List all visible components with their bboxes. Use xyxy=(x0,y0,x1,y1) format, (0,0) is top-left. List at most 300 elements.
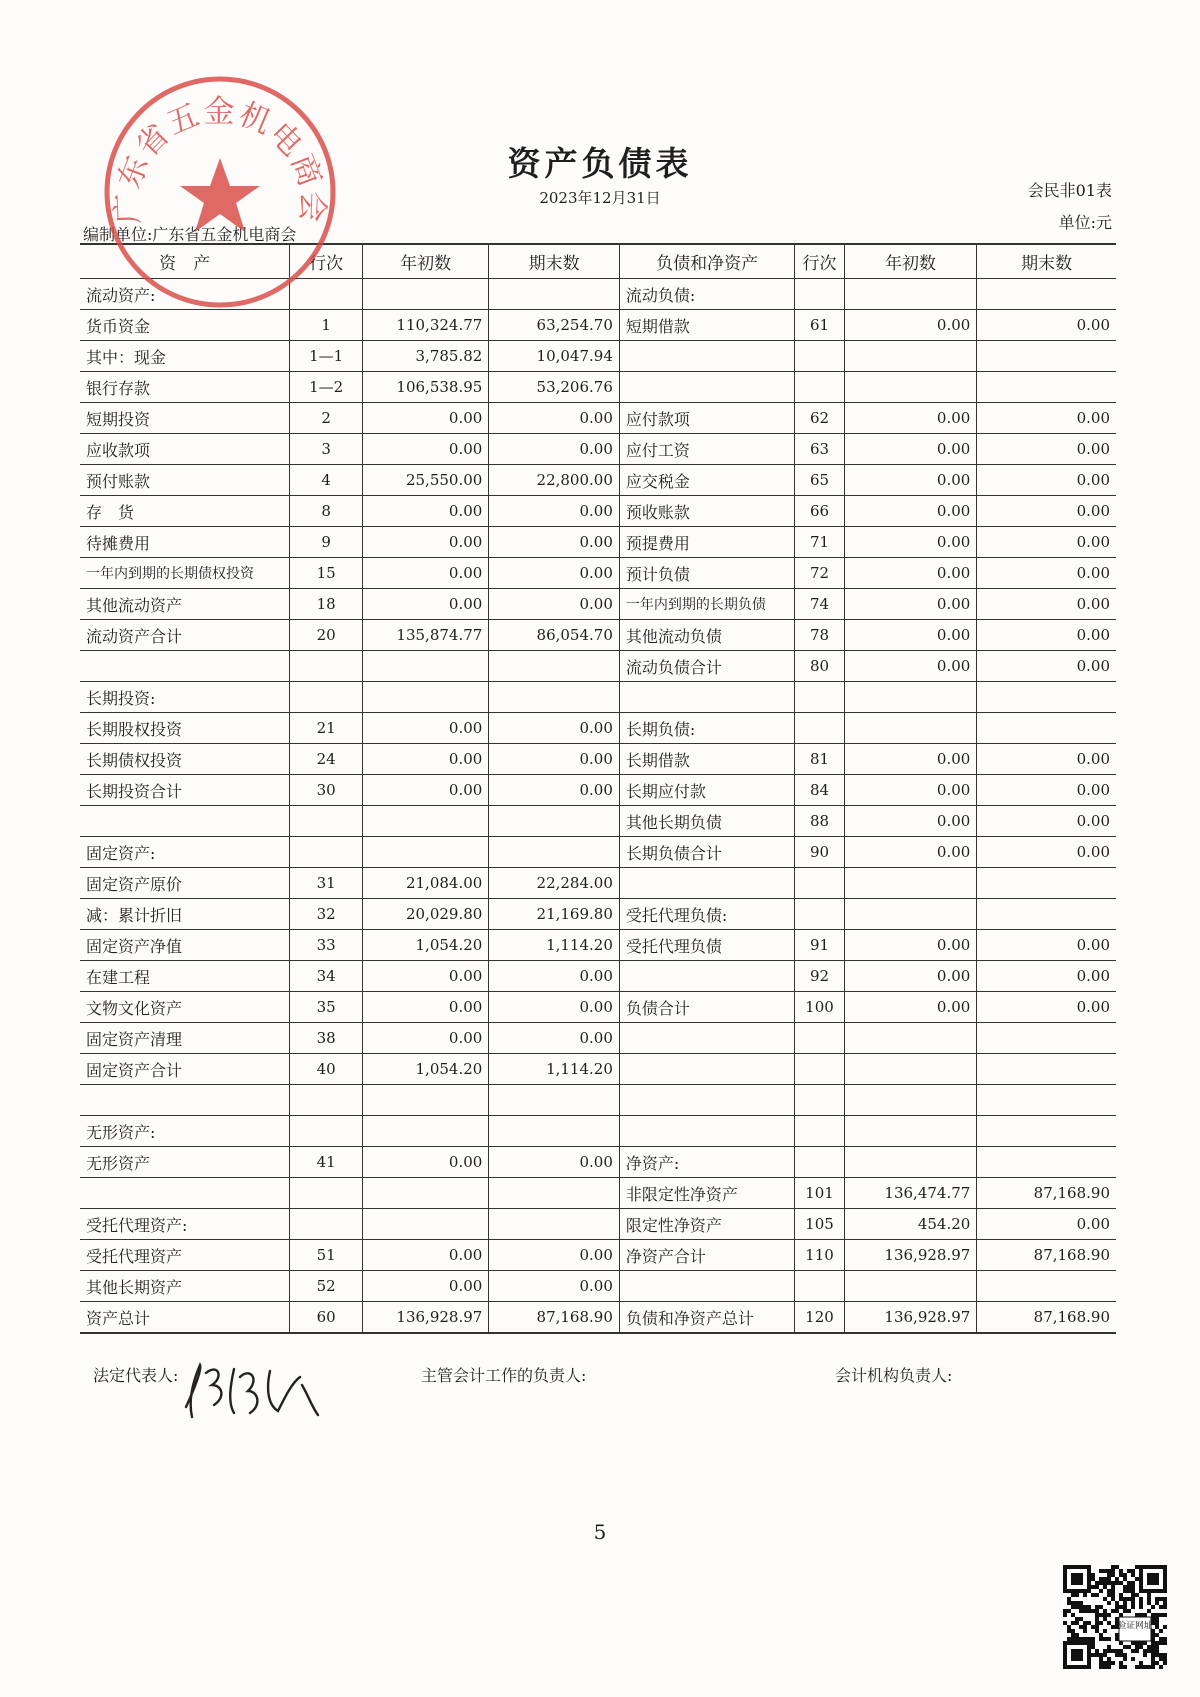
asset-line: 1—2 xyxy=(290,372,363,403)
table-body xyxy=(80,279,1116,1334)
asset-name: 无形资产: xyxy=(80,1116,290,1147)
asset-line xyxy=(290,1085,363,1116)
page-number: 5 xyxy=(593,1520,607,1544)
asset-begin: 0.00 xyxy=(363,775,489,806)
liability-line: 80 xyxy=(795,651,844,682)
col-header-begin: 年初数 xyxy=(363,244,489,279)
liability-end: 0.00 xyxy=(977,806,1116,837)
liability-begin: 0.00 xyxy=(844,434,977,465)
liability-end xyxy=(977,899,1116,930)
liability-end: 0.00 xyxy=(977,527,1116,558)
asset-line: 9 xyxy=(290,527,363,558)
liability-begin xyxy=(844,279,977,310)
liability-name: 短期借款 xyxy=(619,310,795,341)
liability-name xyxy=(619,372,795,403)
liability-line xyxy=(795,899,844,930)
asset-line: 40 xyxy=(290,1054,363,1085)
asset-end xyxy=(489,1116,620,1147)
asset-line: 1 xyxy=(290,310,363,341)
liability-line xyxy=(795,341,844,372)
liability-end: 0.00 xyxy=(977,775,1116,806)
qr-code xyxy=(1063,1565,1167,1669)
page-title: 资产负债表 xyxy=(507,144,693,183)
liability-begin xyxy=(844,1116,977,1147)
asset-end: 0.00 xyxy=(489,992,620,1023)
table-row xyxy=(80,651,1116,682)
table-row xyxy=(80,1209,1116,1240)
asset-name: 资产总计 xyxy=(80,1302,290,1334)
asset-begin: 0.00 xyxy=(363,1147,489,1178)
liability-begin: 0.00 xyxy=(844,310,977,341)
asset-line: 20 xyxy=(290,620,363,651)
asset-end: 0.00 xyxy=(489,744,620,775)
asset-begin: 21,084.00 xyxy=(363,868,489,899)
table-row xyxy=(80,434,1116,465)
asset-line: 3 xyxy=(290,434,363,465)
svg-text:广东省五金机电商会: 广东省五金机电商会 xyxy=(109,93,331,225)
liability-end: 87,168.90 xyxy=(977,1302,1116,1334)
liability-end: 0.00 xyxy=(977,930,1116,961)
table-row xyxy=(80,496,1116,527)
asset-end xyxy=(489,651,620,682)
liability-name: 其他流动负债 xyxy=(619,620,795,651)
asset-line: 24 xyxy=(290,744,363,775)
handwritten-signature xyxy=(178,1355,328,1425)
asset-end: 0.00 xyxy=(489,403,620,434)
liability-begin: 454.20 xyxy=(844,1209,977,1240)
liability-begin xyxy=(844,341,977,372)
table-row xyxy=(80,1054,1116,1085)
liability-begin xyxy=(844,372,977,403)
liability-begin: 0.00 xyxy=(844,837,977,868)
table-row xyxy=(80,620,1116,651)
asset-name: 货币资金 xyxy=(80,310,290,341)
asset-end: 0.00 xyxy=(489,1271,620,1302)
asset-line xyxy=(290,837,363,868)
liability-line: 65 xyxy=(795,465,844,496)
col-header-begin-2: 年初数 xyxy=(844,244,977,279)
liability-end: 87,168.90 xyxy=(977,1178,1116,1209)
asset-line: 2 xyxy=(290,403,363,434)
asset-begin: 0.00 xyxy=(363,434,489,465)
table-row xyxy=(80,837,1116,868)
asset-line xyxy=(290,1209,363,1240)
asset-begin: 1,054.20 xyxy=(363,1054,489,1085)
liability-end: 0.00 xyxy=(977,992,1116,1023)
asset-line xyxy=(290,806,363,837)
liability-name xyxy=(619,1116,795,1147)
liability-name xyxy=(619,961,795,992)
asset-begin xyxy=(363,1085,489,1116)
asset-name: 流动资产: xyxy=(80,279,290,310)
liability-end: 0.00 xyxy=(977,837,1116,868)
accounting-head-label: 主管会计工作的负责人: xyxy=(421,1366,587,1385)
col-header-end: 期末数 xyxy=(489,244,620,279)
asset-end: 22,800.00 xyxy=(489,465,620,496)
asset-name: 其中：现金 xyxy=(80,341,290,372)
asset-line: 4 xyxy=(290,465,363,496)
asset-name: 受托代理资产 xyxy=(80,1240,290,1271)
table-row xyxy=(80,806,1116,837)
asset-line: 33 xyxy=(290,930,363,961)
liability-name: 负债和净资产总计 xyxy=(619,1302,795,1334)
asset-begin xyxy=(363,1178,489,1209)
asset-name: 长期投资: xyxy=(80,682,290,713)
table-row xyxy=(80,527,1116,558)
asset-begin: 25,550.00 xyxy=(363,465,489,496)
liability-begin xyxy=(844,868,977,899)
liability-line: 74 xyxy=(795,589,844,620)
asset-end: 0.00 xyxy=(489,713,620,744)
asset-end: 0.00 xyxy=(489,589,620,620)
liability-name xyxy=(619,1085,795,1116)
organization-label: 编制单位: xyxy=(83,225,153,244)
liability-line: 120 xyxy=(795,1302,844,1334)
asset-end: 21,169.80 xyxy=(489,899,620,930)
asset-line: 18 xyxy=(290,589,363,620)
liability-line: 84 xyxy=(795,775,844,806)
asset-end: 22,284.00 xyxy=(489,868,620,899)
asset-end xyxy=(489,837,620,868)
asset-line: 60 xyxy=(290,1302,363,1334)
liability-line: 105 xyxy=(795,1209,844,1240)
asset-end xyxy=(489,279,620,310)
asset-line: 51 xyxy=(290,1240,363,1271)
asset-begin: 0.00 xyxy=(363,744,489,775)
table-row xyxy=(80,744,1116,775)
liability-begin: 0.00 xyxy=(844,620,977,651)
asset-end: 0.00 xyxy=(489,1023,620,1054)
liability-line: 71 xyxy=(795,527,844,558)
liability-begin: 0.00 xyxy=(844,403,977,434)
asset-begin xyxy=(363,651,489,682)
asset-begin: 0.00 xyxy=(363,961,489,992)
asset-begin: 0.00 xyxy=(363,713,489,744)
asset-line: 35 xyxy=(290,992,363,1023)
col-header-liability: 负债和净资产 xyxy=(619,244,795,279)
table-row xyxy=(80,465,1116,496)
agency-head-label: 会计机构负责人: xyxy=(835,1366,953,1385)
asset-end: 1,114.20 xyxy=(489,930,620,961)
liability-begin: 0.00 xyxy=(844,527,977,558)
liability-name: 净资产: xyxy=(619,1147,795,1178)
table-row xyxy=(80,372,1116,403)
asset-begin: 1,054.20 xyxy=(363,930,489,961)
asset-begin xyxy=(363,806,489,837)
liability-line xyxy=(795,1054,844,1085)
liability-end: 87,168.90 xyxy=(977,1240,1116,1271)
liability-line: 78 xyxy=(795,620,844,651)
asset-name: 银行存款 xyxy=(80,372,290,403)
asset-end xyxy=(489,806,620,837)
asset-begin xyxy=(363,1116,489,1147)
liability-name: 流动负债: xyxy=(619,279,795,310)
liability-begin xyxy=(844,1085,977,1116)
liability-begin: 0.00 xyxy=(844,744,977,775)
liability-name xyxy=(619,1271,795,1302)
liability-end: 0.00 xyxy=(977,558,1116,589)
liability-end xyxy=(977,372,1116,403)
liability-end: 0.00 xyxy=(977,589,1116,620)
liability-begin: 0.00 xyxy=(844,496,977,527)
asset-name: 待摊费用 xyxy=(80,527,290,558)
liability-line xyxy=(795,713,844,744)
asset-name xyxy=(80,1085,290,1116)
liability-line xyxy=(795,868,844,899)
asset-name: 固定资产清理 xyxy=(80,1023,290,1054)
liability-begin: 0.00 xyxy=(844,992,977,1023)
liability-begin: 0.00 xyxy=(844,930,977,961)
liability-end xyxy=(977,1054,1116,1085)
liability-name xyxy=(619,341,795,372)
table-row xyxy=(80,992,1116,1023)
table-row xyxy=(80,899,1116,930)
liability-begin: 136,474.77 xyxy=(844,1178,977,1209)
asset-name: 长期股权投资 xyxy=(80,713,290,744)
asset-name: 固定资产合计 xyxy=(80,1054,290,1085)
asset-end: 63,254.70 xyxy=(489,310,620,341)
table-row xyxy=(80,1023,1116,1054)
liability-line: 101 xyxy=(795,1178,844,1209)
col-header-asset: 资 产 xyxy=(80,244,290,279)
asset-begin: 0.00 xyxy=(363,496,489,527)
liability-line xyxy=(795,682,844,713)
table-row xyxy=(80,775,1116,806)
liability-name xyxy=(619,682,795,713)
asset-name: 无形资产 xyxy=(80,1147,290,1178)
liability-name: 流动负债合计 xyxy=(619,651,795,682)
asset-line xyxy=(290,682,363,713)
liability-line: 63 xyxy=(795,434,844,465)
liability-name xyxy=(619,1054,795,1085)
asset-begin: 106,538.95 xyxy=(363,372,489,403)
asset-begin xyxy=(363,1209,489,1240)
asset-name: 一年内到期的长期债权投资 xyxy=(80,558,290,589)
asset-begin: 20,029.80 xyxy=(363,899,489,930)
table-row xyxy=(80,1147,1116,1178)
liability-line: 100 xyxy=(795,992,844,1023)
asset-line: 41 xyxy=(290,1147,363,1178)
asset-begin: 136,928.97 xyxy=(363,1302,489,1334)
liability-line: 90 xyxy=(795,837,844,868)
col-header-line-2: 行次 xyxy=(795,244,844,279)
asset-end: 0.00 xyxy=(489,558,620,589)
asset-end xyxy=(489,1209,620,1240)
table-row xyxy=(80,868,1116,899)
liability-end: 0.00 xyxy=(977,620,1116,651)
table-row xyxy=(80,682,1116,713)
liability-name: 应付工资 xyxy=(619,434,795,465)
asset-line: 21 xyxy=(290,713,363,744)
qr-caption: 验证网址 xyxy=(1117,1621,1153,1632)
liability-name: 负债合计 xyxy=(619,992,795,1023)
liability-name: 长期应付款 xyxy=(619,775,795,806)
asset-name: 文物文化资产 xyxy=(80,992,290,1023)
liability-end xyxy=(977,1116,1116,1147)
asset-begin: 0.00 xyxy=(363,1023,489,1054)
asset-line: 38 xyxy=(290,1023,363,1054)
liability-name: 受托代理负债: xyxy=(619,899,795,930)
liability-begin: 0.00 xyxy=(844,465,977,496)
liability-end xyxy=(977,1147,1116,1178)
liability-end xyxy=(977,868,1116,899)
table-row xyxy=(80,1178,1116,1209)
liability-end: 0.00 xyxy=(977,1209,1116,1240)
table-row xyxy=(80,1116,1116,1147)
table-row xyxy=(80,341,1116,372)
asset-begin xyxy=(363,279,489,310)
table-row xyxy=(80,310,1116,341)
asset-name: 短期投资 xyxy=(80,403,290,434)
liability-end xyxy=(977,1023,1116,1054)
liability-begin xyxy=(844,1271,977,1302)
liability-begin: 136,928.97 xyxy=(844,1302,977,1334)
col-header-end-2: 期末数 xyxy=(977,244,1116,279)
asset-name xyxy=(80,806,290,837)
asset-line: 30 xyxy=(290,775,363,806)
table-row xyxy=(80,1302,1116,1334)
organization-name: 广东省五金机电商会 xyxy=(152,225,297,244)
asset-name: 应收款项 xyxy=(80,434,290,465)
liability-name: 受托代理负债 xyxy=(619,930,795,961)
liability-name: 其他长期负债 xyxy=(619,806,795,837)
liability-begin: 0.00 xyxy=(844,961,977,992)
asset-end: 0.00 xyxy=(489,1147,620,1178)
liability-line xyxy=(795,1271,844,1302)
liability-line xyxy=(795,1085,844,1116)
asset-end: 1,114.20 xyxy=(489,1054,620,1085)
legal-rep-label: 法定代表人: xyxy=(93,1366,179,1385)
liability-begin: 0.00 xyxy=(844,775,977,806)
asset-end: 0.00 xyxy=(489,775,620,806)
asset-line: 34 xyxy=(290,961,363,992)
asset-line: 32 xyxy=(290,899,363,930)
table-row xyxy=(80,403,1116,434)
asset-end: 0.00 xyxy=(489,1240,620,1271)
asset-begin: 3,785.82 xyxy=(363,341,489,372)
liability-name: 预收账款 xyxy=(619,496,795,527)
liability-end xyxy=(977,682,1116,713)
liability-line: 91 xyxy=(795,930,844,961)
asset-begin: 0.00 xyxy=(363,558,489,589)
liability-line: 66 xyxy=(795,496,844,527)
liability-begin xyxy=(844,1054,977,1085)
asset-name: 长期投资合计 xyxy=(80,775,290,806)
liability-end: 0.00 xyxy=(977,465,1116,496)
asset-begin: 0.00 xyxy=(363,403,489,434)
liability-line: 92 xyxy=(795,961,844,992)
asset-line xyxy=(290,651,363,682)
table-row xyxy=(80,1240,1116,1271)
liability-end xyxy=(977,713,1116,744)
asset-end: 0.00 xyxy=(489,434,620,465)
asset-name: 固定资产原价 xyxy=(80,868,290,899)
asset-line: 1—1 xyxy=(290,341,363,372)
liability-line xyxy=(795,1023,844,1054)
liability-name: 应交税金 xyxy=(619,465,795,496)
form-code: 会民非01表 xyxy=(1027,181,1112,200)
asset-name: 其他流动资产 xyxy=(80,589,290,620)
liability-end xyxy=(977,1271,1116,1302)
liability-line xyxy=(795,372,844,403)
liability-name: 非限定性净资产 xyxy=(619,1178,795,1209)
asset-name: 预付账款 xyxy=(80,465,290,496)
asset-name: 减：累计折旧 xyxy=(80,899,290,930)
asset-end xyxy=(489,1085,620,1116)
asset-name: 固定资产: xyxy=(80,837,290,868)
asset-begin: 0.00 xyxy=(363,992,489,1023)
liability-name xyxy=(619,1023,795,1054)
report-date: 2023年12月31日 xyxy=(539,189,661,207)
liability-line: 88 xyxy=(795,806,844,837)
liability-end: 0.00 xyxy=(977,961,1116,992)
liability-end: 0.00 xyxy=(977,744,1116,775)
liability-name: 应付款项 xyxy=(619,403,795,434)
asset-name xyxy=(80,651,290,682)
table-row xyxy=(80,1085,1116,1116)
liability-begin: 0.00 xyxy=(844,589,977,620)
liability-line: 62 xyxy=(795,403,844,434)
liability-begin xyxy=(844,713,977,744)
liability-name: 长期负债合计 xyxy=(619,837,795,868)
table-row xyxy=(80,713,1116,744)
liability-end xyxy=(977,1085,1116,1116)
asset-begin: 0.00 xyxy=(363,1271,489,1302)
asset-end: 0.00 xyxy=(489,527,620,558)
asset-end: 86,054.70 xyxy=(489,620,620,651)
asset-end xyxy=(489,682,620,713)
asset-name: 固定资产净值 xyxy=(80,930,290,961)
liability-begin xyxy=(844,1147,977,1178)
table-row xyxy=(80,1271,1116,1302)
liability-name: 预提费用 xyxy=(619,527,795,558)
asset-begin: 0.00 xyxy=(363,589,489,620)
liability-line: 61 xyxy=(795,310,844,341)
asset-begin: 0.00 xyxy=(363,1240,489,1271)
asset-name: 流动资产合计 xyxy=(80,620,290,651)
liability-begin: 136,928.97 xyxy=(844,1240,977,1271)
liability-line xyxy=(795,279,844,310)
asset-name: 长期债权投资 xyxy=(80,744,290,775)
liability-line: 72 xyxy=(795,558,844,589)
liability-line: 110 xyxy=(795,1240,844,1271)
liability-name: 预计负债 xyxy=(619,558,795,589)
liability-line: 81 xyxy=(795,744,844,775)
unit-label: 单位:元 xyxy=(1058,213,1112,232)
liability-begin xyxy=(844,899,977,930)
asset-name xyxy=(80,1178,290,1209)
liability-end xyxy=(977,341,1116,372)
asset-end: 0.00 xyxy=(489,961,620,992)
asset-end: 53,206.76 xyxy=(489,372,620,403)
liability-name xyxy=(619,868,795,899)
asset-name: 受托代理资产: xyxy=(80,1209,290,1240)
table-row xyxy=(80,589,1116,620)
asset-begin: 0.00 xyxy=(363,527,489,558)
asset-line xyxy=(290,1116,363,1147)
liability-name: 长期借款 xyxy=(619,744,795,775)
liability-end: 0.00 xyxy=(977,403,1116,434)
liability-name: 一年内到期的长期负债 xyxy=(619,589,795,620)
liability-name: 长期负债: xyxy=(619,713,795,744)
table-row xyxy=(80,930,1116,961)
asset-name: 其他长期资产 xyxy=(80,1271,290,1302)
table-row xyxy=(80,961,1116,992)
asset-line: 15 xyxy=(290,558,363,589)
asset-begin: 110,324.77 xyxy=(363,310,489,341)
asset-line: 8 xyxy=(290,496,363,527)
col-header-line: 行次 xyxy=(290,244,363,279)
